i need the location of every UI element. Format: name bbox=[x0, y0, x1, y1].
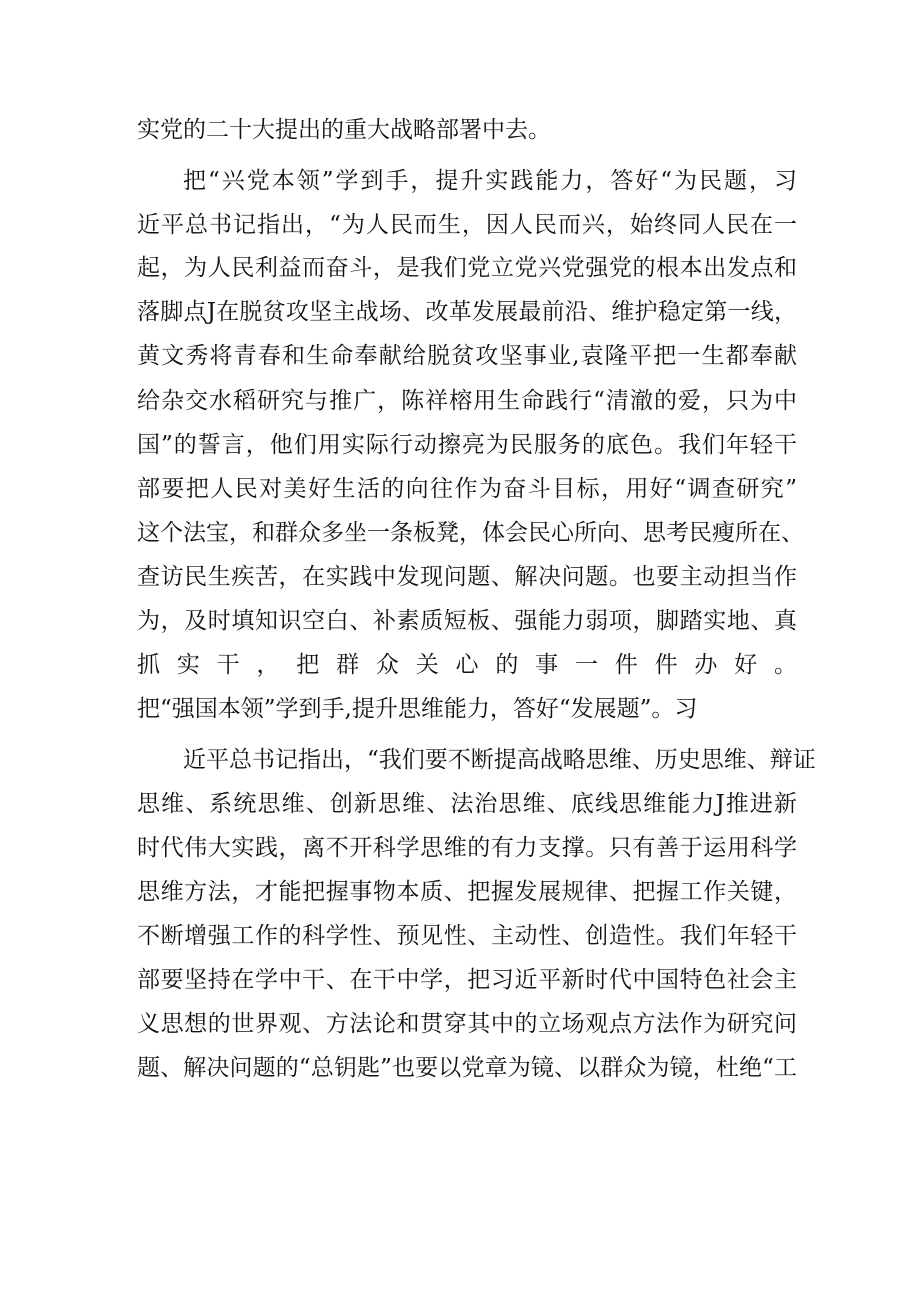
text-line: 部要把人民对美好生活的向往作为奋斗目标，用好“调查研究” bbox=[137, 476, 797, 502]
text-line: 给杂交水稻研究与推广，陈祥榕用生命践行“清澈的爱，只为中 bbox=[137, 388, 797, 414]
text-line: 部要坚持在学中干、在干中学，把习近平新时代中国特色社会主 bbox=[137, 967, 797, 993]
text-line: 查访民生疾苦，在实践中发现问题、解决问题。也要主动担当作 bbox=[137, 564, 797, 590]
text-line: 起，为人民利益而奋斗，是我们党立党兴党强党的根本出发点和 bbox=[137, 255, 797, 281]
text-line: 题、解决问题的“总钥匙”也要以党章为镜、以群众为镜，杜绝“工 bbox=[137, 1055, 797, 1081]
text-line: 把“强国本领”学到手,提升思维能力，答好“发展题”。习 bbox=[137, 696, 698, 722]
text-line: 抓实干，把群众关心的事一件件办好。 bbox=[137, 652, 797, 678]
text-line: 近平总书记指出，“为人民而生，因人民而兴，始终同人民在一 bbox=[137, 212, 797, 238]
text-line: 把“兴党本领”学到手，提升实践能力，答好“为民题，习 bbox=[183, 168, 797, 194]
text-line: 时代伟大实践，离不开科学思维的有力支撑。只有善于运用科学 bbox=[137, 835, 797, 861]
text-line: 黄文秀将青春和生命奉献给脱贫攻坚事业,袁隆平把一生都奉献 bbox=[137, 343, 797, 369]
text-line: 不断增强工作的科学性、预见性、主动性、创造性。我们年轻干 bbox=[137, 923, 797, 949]
text-line: 思维、系统思维、创新思维、法治思维、底线思维能力J推进新 bbox=[137, 791, 797, 817]
text-line: 这个法宝，和群众多坐一条板凳，体会民心所向、思考民瘦所在、 bbox=[137, 520, 804, 546]
text-line: 义思想的世界观、方法论和贯穿其中的立场观点方法作为研究问 bbox=[137, 1011, 797, 1037]
text-line: 实党的二十大提出的重大战略部署中去。 bbox=[137, 117, 551, 143]
text-line: 近平总书记指出，“我们要不断提高战略思维、历史思维、辩证 bbox=[183, 747, 816, 773]
text-line: 思维方法，才能把握事物本质、把握发展规律、把握工作关键， bbox=[137, 879, 797, 905]
text-line: 落脚点J在脱贫攻坚主战场、改革发展最前沿、维护稳定第一线， bbox=[137, 299, 797, 325]
text-line: 为，及时填知识空白、补素质短板、强能力弱项，脚踏实地、真 bbox=[137, 608, 797, 634]
text-line: 国”的誓言，他们用实际行动擦亮为民服务的底色。我们年轻干 bbox=[137, 432, 797, 458]
